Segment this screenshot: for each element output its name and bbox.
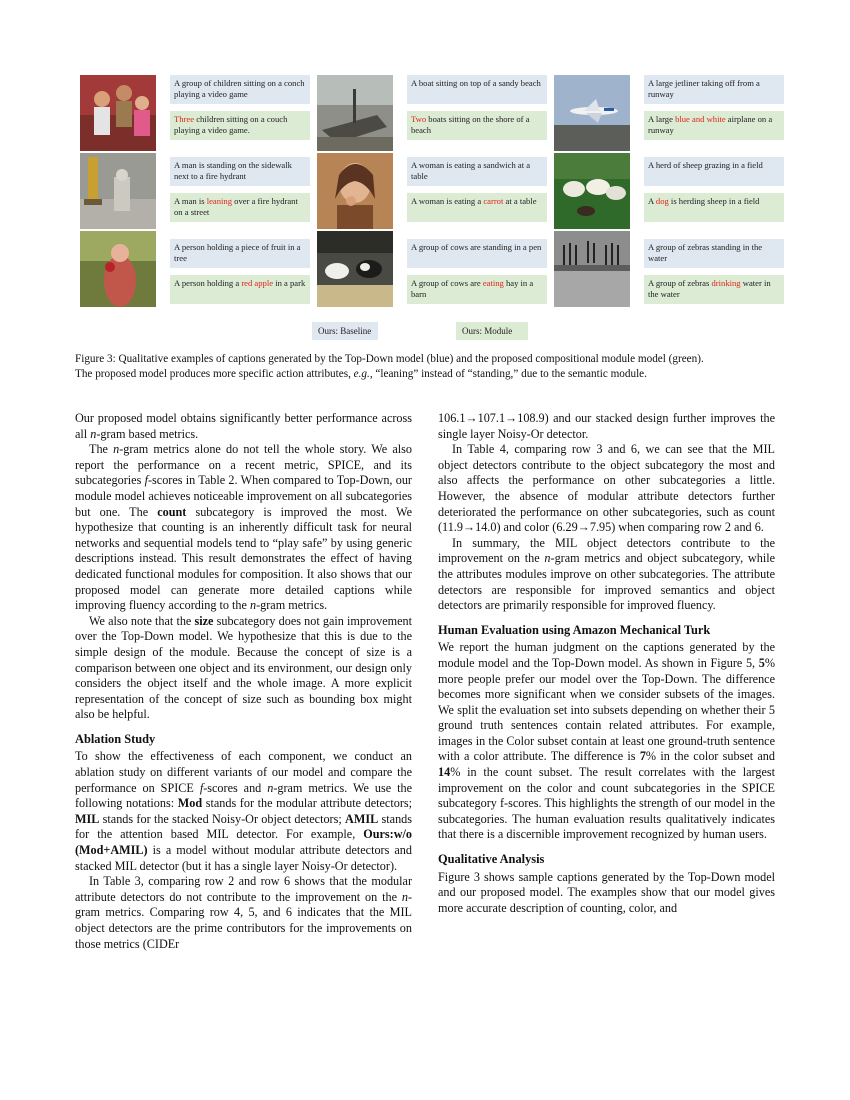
module-caption: A group of zebras drinking water in the water bbox=[644, 275, 784, 304]
figure-3 bbox=[80, 75, 773, 307]
paragraph: Figure 3 shows sample captions generated by the Top-Down model and our proposed model. The examples show that our model gives more accurate description of counting, color, and bbox=[438, 869, 775, 915]
photo-sheep-field bbox=[554, 153, 630, 229]
module-caption: A group of cows are eating hay in a barn bbox=[407, 275, 547, 304]
baseline-caption: A man is standing on the sidewalk next to a fire hydrant bbox=[170, 157, 310, 186]
paragraph: 106.1→107.1→108.9) and our stacked design further improves the single layer Noisy-Or detector. bbox=[438, 411, 775, 441]
left-column bbox=[75, 411, 412, 952]
paragraph: In Table 4, comparing row 3 and 6, we can see that the MIL object detectors contribute to the object subcategory the most and also affects the performance on other subcategories a little. However, the absence of modular attribute detectors further deteriorated the performance on other subcategories, such as count (11.9→14.0) and color (6.29→7.95) when comparing row 2 and 6. bbox=[438, 442, 775, 535]
module-caption: Three children sitting on a couch playing a video game. bbox=[170, 111, 310, 140]
module-caption: A person holding a red apple in a park bbox=[170, 275, 310, 304]
legend-module: Ours: Module bbox=[456, 322, 528, 340]
photo-children-video-game bbox=[80, 75, 156, 151]
module-caption: A man is leaning over a fire hydrant on a street bbox=[170, 193, 310, 222]
figure-caption: Figure 3: Qualitative examples of captions generated by the Top-Down model (blue) and the proposed compositional module model (green). The proposed model produces more specific action attributes, e.g., “leaning” instead of “standing,” due to the semantic module. bbox=[75, 353, 704, 380]
photo-boat-beach bbox=[317, 75, 393, 151]
paragraph: To show the effectiveness of each component, we conduct an ablation study on different variants of our model and compare the performance on SPICE f-scores and n-gram metrics. We use the following notations: Mod stands for the modular attribute detectors; MIL stands for the stacked Noisy-Or object detectors; AMIL stands for the attention based MIL detector. For example, Ours:w/o (Mod+AMIL) is a model without modular attribute detectors and stacked MIL detector (but it has a single layer Noisy-Or detector). bbox=[75, 749, 413, 873]
paragraph: We report the human judgment on the captions generated by the module model and the Top-Down model. As shown in Figure 5, 5% more people prefer our model over the Top-Down. The difference becomes more significant when we consider subsets of the images. We split the evaluation set into subsets depending on whether their 5 ground truth sentences contain related attributes. For example, images in the Color subset contain at least one ground-truth sentence with a color attribute. The difference is 7% in the color subset and 14% in the count subset. The result correlates with the largest improvement on the color and count subcategories in the SPICE subcategory f-scores. This highlights the strength of our model in the subcategories. The human evaluation results qualitatively indicates that there is a discernible improvement recognized by human users. bbox=[438, 640, 775, 842]
paragraph: In summary, the MIL object detectors contribute to the improvement on the n-gram metrics and object subcategory, while the attributes modules improve on other subcategories. The attribute detectors are responsible for improved semantics and object detectors are primarily responsible for improved fluency. bbox=[438, 535, 775, 613]
paragraph: We also note that the size subcategory does not gain improvement over the Top-Down model. We hypothesize that this is due to the simple design of the module. Because the concept of size is a comparison between one object and its environment, our design only considers the object itself and the whole image. A more explicit representation of the concept of size such as bounding box might also be helpful. bbox=[75, 613, 412, 722]
baseline-caption: A group of zebras standing in the water bbox=[644, 239, 784, 268]
section-heading-ablation: Ablation Study bbox=[75, 731, 156, 746]
legend-baseline: Ours: Baseline bbox=[312, 322, 378, 340]
module-caption: A woman is eating a carrot at a table bbox=[407, 193, 547, 222]
baseline-caption: A woman is eating a sandwich at a table bbox=[407, 157, 547, 186]
baseline-caption: A group of children sitting on a conch playing a video game bbox=[170, 75, 310, 104]
paragraph: The n-gram metrics alone do not tell the whole story. We also report the performance on a recent metric, SPICE, and its subcategories f-scores in Table 2. When compared to Top-Down, our module model achieves noticeable improvement on all subcategories but one. The count subcategory is improved the most. We hypothesize that counting is an inherently difficult task for neural networks and sequential models tend to “play safe” by using generic descriptions instead. This result demonstrates the effect of having dedicated functional modules for composition. It also shows that our proposed model can generate more detailed captions while improving fluency according to the n-gram metrics. bbox=[75, 442, 412, 613]
photo-jetliner-runway bbox=[554, 75, 630, 151]
baseline-caption: A large jetliner taking off from a runway bbox=[644, 75, 784, 104]
paragraph: In Table 3, comparing row 2 and row 6 shows that the modular attribute detectors do not contribute to the improvement on the n-gram metrics. Comparing row 4, 5, and 6 indicates that the MIL object detectors are the prime contributors for the improvements on those metrics (CIDEr bbox=[75, 874, 412, 951]
photo-person-fruit-tree bbox=[80, 231, 156, 307]
photo-woman-eating bbox=[317, 153, 393, 229]
baseline-caption: A group of cows are standing in a pen bbox=[407, 239, 547, 268]
section-heading-human-evaluation: Human Evaluation using Amazon Mechanical Turk bbox=[438, 622, 711, 637]
baseline-caption: A person holding a piece of fruit in a tree bbox=[170, 239, 310, 268]
module-caption: Two boats sitting on the shore of a beach bbox=[407, 111, 547, 140]
right-column bbox=[438, 411, 775, 916]
paragraph: Our proposed model obtains significantly better performance across all n-gram based metrics. bbox=[75, 411, 412, 441]
photo-zebras-water bbox=[554, 231, 630, 307]
photo-man-fire-hydrant bbox=[80, 153, 156, 229]
baseline-caption: A herd of sheep grazing in a field bbox=[644, 157, 784, 186]
baseline-caption: A boat sitting on top of a sandy beach bbox=[407, 75, 547, 104]
section-heading-qualitative: Qualitative Analysis bbox=[438, 852, 545, 867]
module-caption: A large blue and white airplane on a runway bbox=[644, 111, 784, 140]
module-caption: A dog is herding sheep in a field bbox=[644, 193, 784, 222]
photo-cows-barn bbox=[317, 231, 393, 307]
